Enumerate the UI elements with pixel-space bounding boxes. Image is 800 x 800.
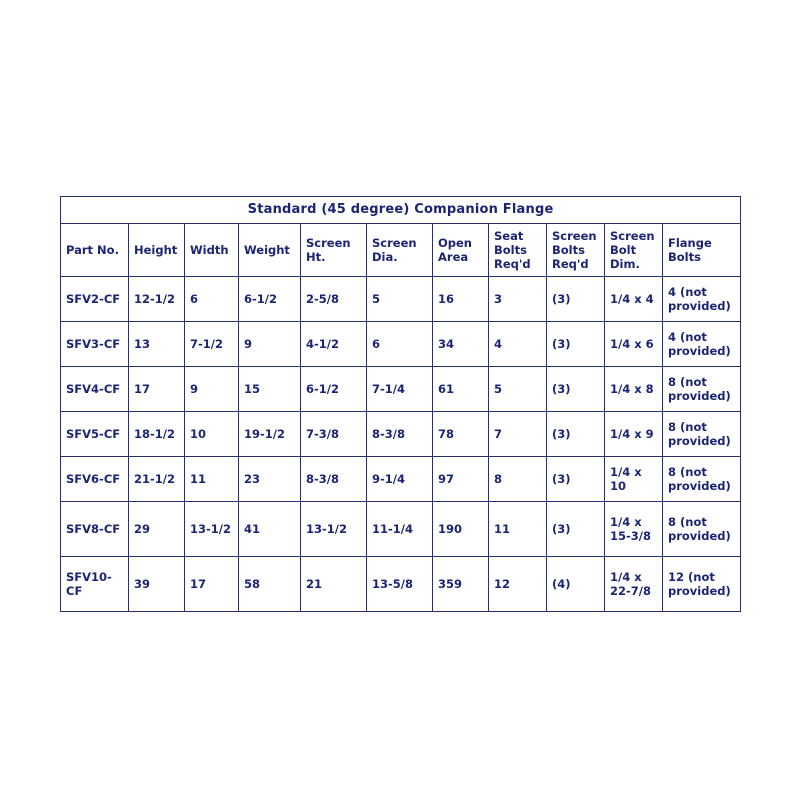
cell-screen-bolt-dim: 1/4 x 9 (605, 412, 663, 457)
cell-screen-bolt-dim: 1/4 x 4 (605, 277, 663, 322)
cell-weight: 6-1/2 (239, 277, 301, 322)
column-header-weight: Weight (239, 224, 301, 277)
cell-width: 6 (185, 277, 239, 322)
cell-weight: 15 (239, 367, 301, 412)
cell-seat-bolts-reqd: 7 (489, 412, 547, 457)
cell-screen-ht: 7-3/8 (301, 412, 367, 457)
cell-open-area: 16 (433, 277, 489, 322)
cell-screen-bolt-dim: 1/4 x 15-3/8 (605, 502, 663, 557)
cell-flange-bolts: 4 (not provided) (663, 322, 741, 367)
cell-screen-dia: 11-1/4 (367, 502, 433, 557)
cell-screen-dia: 7-1/4 (367, 367, 433, 412)
cell-screen-dia: 6 (367, 322, 433, 367)
cell-height: 39 (129, 557, 185, 612)
cell-part-no: SFV5-CF (61, 412, 129, 457)
cell-screen-bolts-reqd: (4) (547, 557, 605, 612)
table-row (61, 277, 741, 322)
table-row (61, 412, 741, 457)
cell-seat-bolts-reqd: 8 (489, 457, 547, 502)
column-header-part-no: Part No. (61, 224, 129, 277)
table-row (61, 367, 741, 412)
cell-screen-ht: 4-1/2 (301, 322, 367, 367)
cell-screen-bolt-dim: 1/4 x 22-7/8 (605, 557, 663, 612)
cell-open-area: 190 (433, 502, 489, 557)
cell-screen-ht: 13-1/2 (301, 502, 367, 557)
spec-table-container (60, 196, 740, 612)
cell-width: 17 (185, 557, 239, 612)
cell-height: 17 (129, 367, 185, 412)
column-header-screen-dia: Screen Dia. (367, 224, 433, 277)
cell-screen-bolts-reqd: (3) (547, 457, 605, 502)
cell-seat-bolts-reqd: 5 (489, 367, 547, 412)
column-header-height: Height (129, 224, 185, 277)
cell-weight: 19-1/2 (239, 412, 301, 457)
cell-weight: 9 (239, 322, 301, 367)
cell-width: 7-1/2 (185, 322, 239, 367)
cell-screen-dia: 5 (367, 277, 433, 322)
cell-screen-ht: 21 (301, 557, 367, 612)
cell-screen-ht: 8-3/8 (301, 457, 367, 502)
cell-open-area: 34 (433, 322, 489, 367)
table-row (61, 457, 741, 502)
cell-weight: 23 (239, 457, 301, 502)
cell-screen-bolts-reqd: (3) (547, 367, 605, 412)
table-title: Standard (45 degree) Companion Flange (61, 197, 741, 224)
cell-part-no: SFV10-CF (61, 557, 129, 612)
column-header-seat-bolts-reqd: Seat Bolts Req'd (489, 224, 547, 277)
cell-seat-bolts-reqd: 3 (489, 277, 547, 322)
cell-screen-ht: 2-5/8 (301, 277, 367, 322)
cell-screen-bolt-dim: 1/4 x 6 (605, 322, 663, 367)
cell-width: 9 (185, 367, 239, 412)
cell-seat-bolts-reqd: 4 (489, 322, 547, 367)
cell-part-no: SFV8-CF (61, 502, 129, 557)
cell-width: 13-1/2 (185, 502, 239, 557)
cell-part-no: SFV4-CF (61, 367, 129, 412)
cell-height: 21-1/2 (129, 457, 185, 502)
cell-open-area: 61 (433, 367, 489, 412)
table-header-row (61, 224, 741, 277)
cell-screen-ht: 6-1/2 (301, 367, 367, 412)
cell-part-no: SFV3-CF (61, 322, 129, 367)
cell-height: 12-1/2 (129, 277, 185, 322)
cell-flange-bolts: 8 (not provided) (663, 457, 741, 502)
cell-flange-bolts: 4 (not provided) (663, 277, 741, 322)
cell-screen-bolts-reqd: (3) (547, 322, 605, 367)
table-row (61, 502, 741, 557)
column-header-screen-ht: Screen Ht. (301, 224, 367, 277)
cell-part-no: SFV6-CF (61, 457, 129, 502)
table-row (61, 557, 741, 612)
column-header-flange-bolts: Flange Bolts (663, 224, 741, 277)
cell-open-area: 97 (433, 457, 489, 502)
cell-screen-bolts-reqd: (3) (547, 412, 605, 457)
cell-width: 10 (185, 412, 239, 457)
cell-screen-bolts-reqd: (3) (547, 502, 605, 557)
column-header-screen-bolts-reqd: Screen Bolts Req'd (547, 224, 605, 277)
cell-weight: 58 (239, 557, 301, 612)
cell-weight: 41 (239, 502, 301, 557)
cell-open-area: 359 (433, 557, 489, 612)
table-title-row (61, 197, 741, 224)
cell-open-area: 78 (433, 412, 489, 457)
column-header-open-area: Open Area (433, 224, 489, 277)
cell-height: 13 (129, 322, 185, 367)
cell-height: 18-1/2 (129, 412, 185, 457)
cell-screen-bolts-reqd: (3) (547, 277, 605, 322)
cell-screen-dia: 9-1/4 (367, 457, 433, 502)
cell-flange-bolts: 8 (not provided) (663, 367, 741, 412)
cell-flange-bolts: 8 (not provided) (663, 502, 741, 557)
cell-screen-dia: 13-5/8 (367, 557, 433, 612)
cell-screen-dia: 8-3/8 (367, 412, 433, 457)
cell-seat-bolts-reqd: 12 (489, 557, 547, 612)
cell-part-no: SFV2-CF (61, 277, 129, 322)
companion-flange-table (60, 196, 741, 612)
cell-height: 29 (129, 502, 185, 557)
table-row (61, 322, 741, 367)
cell-seat-bolts-reqd: 11 (489, 502, 547, 557)
column-header-width: Width (185, 224, 239, 277)
column-header-screen-bolt-dim: Screen Bolt Dim. (605, 224, 663, 277)
cell-flange-bolts: 12 (not provided) (663, 557, 741, 612)
cell-screen-bolt-dim: 1/4 x 8 (605, 367, 663, 412)
cell-flange-bolts: 8 (not provided) (663, 412, 741, 457)
cell-width: 11 (185, 457, 239, 502)
cell-screen-bolt-dim: 1/4 x 10 (605, 457, 663, 502)
